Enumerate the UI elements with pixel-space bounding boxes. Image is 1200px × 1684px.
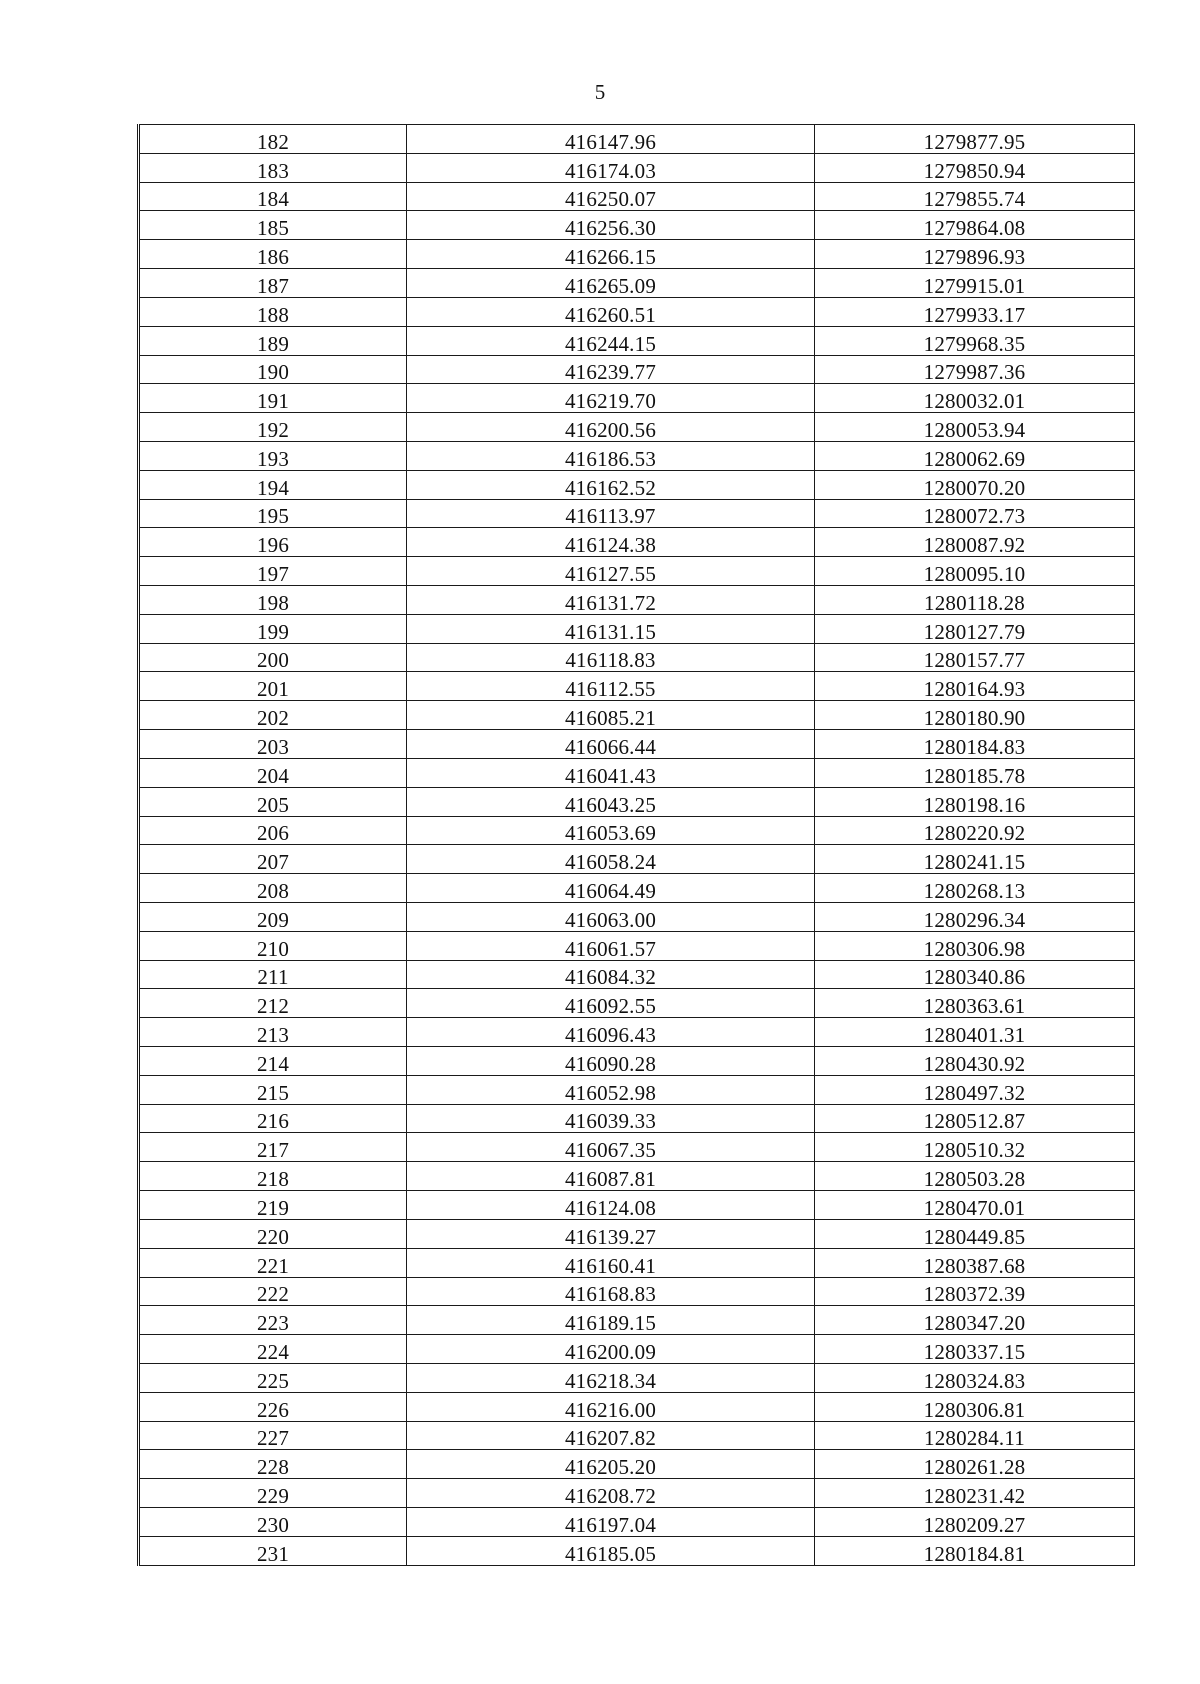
point-number-cell: 185 (139, 211, 407, 240)
x-coordinate-cell: 416064.49 (407, 874, 815, 903)
y-coordinate-cell: 1279933.17 (815, 297, 1135, 326)
x-coordinate-cell: 416118.83 (407, 643, 815, 672)
table-row (139, 297, 1135, 326)
point-number-cell: 190 (139, 355, 407, 384)
point-number-cell: 209 (139, 902, 407, 931)
y-coordinate-cell: 1280372.39 (815, 1277, 1135, 1306)
y-coordinate-cell: 1279896.93 (815, 240, 1135, 269)
point-number-cell: 201 (139, 672, 407, 701)
x-coordinate-cell: 416189.15 (407, 1306, 815, 1335)
table-row (139, 182, 1135, 211)
x-coordinate-cell: 416112.55 (407, 672, 815, 701)
table-row (139, 1133, 1135, 1162)
x-coordinate-cell: 416185.05 (407, 1536, 815, 1565)
y-coordinate-cell: 1280231.42 (815, 1479, 1135, 1508)
table-row (139, 211, 1135, 240)
point-number-cell: 187 (139, 269, 407, 298)
x-coordinate-cell: 416207.82 (407, 1421, 815, 1450)
y-coordinate-cell: 1280220.92 (815, 816, 1135, 845)
y-coordinate-cell: 1280430.92 (815, 1047, 1135, 1076)
table-row (139, 758, 1135, 787)
point-number-cell: 221 (139, 1248, 407, 1277)
y-coordinate-cell: 1280340.86 (815, 960, 1135, 989)
x-coordinate-cell: 416186.53 (407, 441, 815, 470)
x-coordinate-cell: 416131.72 (407, 586, 815, 615)
x-coordinate-cell: 416084.32 (407, 960, 815, 989)
y-coordinate-cell: 1280306.98 (815, 931, 1135, 960)
x-coordinate-cell: 416265.09 (407, 269, 815, 298)
table-row (139, 1479, 1135, 1508)
table-row (139, 1248, 1135, 1277)
point-number-cell: 229 (139, 1479, 407, 1508)
x-coordinate-cell: 416205.20 (407, 1450, 815, 1479)
y-coordinate-cell: 1280072.73 (815, 499, 1135, 528)
table-row (139, 787, 1135, 816)
table-row (139, 902, 1135, 931)
y-coordinate-cell: 1280497.32 (815, 1075, 1135, 1104)
point-number-cell: 215 (139, 1075, 407, 1104)
x-coordinate-cell: 416124.38 (407, 528, 815, 557)
point-number-cell: 194 (139, 470, 407, 499)
y-coordinate-cell: 1279855.74 (815, 182, 1135, 211)
y-coordinate-cell: 1280198.16 (815, 787, 1135, 816)
y-coordinate-cell: 1279864.08 (815, 211, 1135, 240)
table-row (139, 1392, 1135, 1421)
table-row (139, 1104, 1135, 1133)
table-row (139, 153, 1135, 182)
point-number-cell: 202 (139, 701, 407, 730)
point-number-cell: 183 (139, 153, 407, 182)
y-coordinate-cell: 1280268.13 (815, 874, 1135, 903)
table-row (139, 586, 1135, 615)
y-coordinate-cell: 1280127.79 (815, 614, 1135, 643)
x-coordinate-cell: 416124.08 (407, 1191, 815, 1220)
table-row (139, 1162, 1135, 1191)
x-coordinate-cell: 416053.69 (407, 816, 815, 845)
table-row (139, 614, 1135, 643)
point-number-cell: 196 (139, 528, 407, 557)
y-coordinate-cell: 1279968.35 (815, 326, 1135, 355)
y-coordinate-cell: 1279987.36 (815, 355, 1135, 384)
point-number-cell: 192 (139, 413, 407, 442)
y-coordinate-cell: 1280157.77 (815, 643, 1135, 672)
point-number-cell: 191 (139, 384, 407, 413)
y-coordinate-cell: 1280032.01 (815, 384, 1135, 413)
point-number-cell: 228 (139, 1450, 407, 1479)
table-row (139, 413, 1135, 442)
table-row (139, 557, 1135, 586)
table-row (139, 845, 1135, 874)
y-coordinate-cell: 1280363.61 (815, 989, 1135, 1018)
x-coordinate-cell: 416131.15 (407, 614, 815, 643)
y-coordinate-cell: 1280185.78 (815, 758, 1135, 787)
y-coordinate-cell: 1280510.32 (815, 1133, 1135, 1162)
table-row (139, 1018, 1135, 1047)
table-row (139, 528, 1135, 557)
table-row (139, 931, 1135, 960)
y-coordinate-cell: 1279877.95 (815, 125, 1135, 154)
point-number-cell: 182 (139, 125, 407, 154)
point-number-cell: 198 (139, 586, 407, 615)
point-number-cell: 224 (139, 1335, 407, 1364)
point-number-cell: 206 (139, 816, 407, 845)
x-coordinate-cell: 416256.30 (407, 211, 815, 240)
point-number-cell: 205 (139, 787, 407, 816)
y-coordinate-cell: 1280306.81 (815, 1392, 1135, 1421)
y-coordinate-cell: 1280070.20 (815, 470, 1135, 499)
y-coordinate-cell: 1280387.68 (815, 1248, 1135, 1277)
y-coordinate-cell: 1280261.28 (815, 1450, 1135, 1479)
point-number-cell: 184 (139, 182, 407, 211)
table-row (139, 874, 1135, 903)
x-coordinate-cell: 416147.96 (407, 125, 815, 154)
point-number-cell: 214 (139, 1047, 407, 1076)
y-coordinate-cell: 1279850.94 (815, 153, 1135, 182)
x-coordinate-cell: 416058.24 (407, 845, 815, 874)
y-coordinate-cell: 1280062.69 (815, 441, 1135, 470)
x-coordinate-cell: 416168.83 (407, 1277, 815, 1306)
y-coordinate-cell: 1280095.10 (815, 557, 1135, 586)
table-row (139, 269, 1135, 298)
table-row (139, 1363, 1135, 1392)
x-coordinate-cell: 416127.55 (407, 557, 815, 586)
y-coordinate-cell: 1280164.93 (815, 672, 1135, 701)
point-number-cell: 220 (139, 1219, 407, 1248)
point-number-cell: 212 (139, 989, 407, 1018)
y-coordinate-cell: 1280503.28 (815, 1162, 1135, 1191)
table-row (139, 1047, 1135, 1076)
x-coordinate-cell: 416085.21 (407, 701, 815, 730)
table-row (139, 1536, 1135, 1565)
y-coordinate-cell: 1280184.83 (815, 730, 1135, 759)
y-coordinate-cell: 1280324.83 (815, 1363, 1135, 1392)
point-number-cell: 189 (139, 326, 407, 355)
point-number-cell: 231 (139, 1536, 407, 1565)
x-coordinate-cell: 416087.81 (407, 1162, 815, 1191)
x-coordinate-cell: 416113.97 (407, 499, 815, 528)
table-row (139, 1191, 1135, 1220)
x-coordinate-cell: 416174.03 (407, 153, 815, 182)
x-coordinate-cell: 416067.35 (407, 1133, 815, 1162)
point-number-cell: 222 (139, 1277, 407, 1306)
x-coordinate-cell: 416041.43 (407, 758, 815, 787)
point-number-cell: 208 (139, 874, 407, 903)
table-row (139, 701, 1135, 730)
y-coordinate-cell: 1280347.20 (815, 1306, 1135, 1335)
table-row (139, 441, 1135, 470)
point-number-cell: 218 (139, 1162, 407, 1191)
y-coordinate-cell: 1280337.15 (815, 1335, 1135, 1364)
point-number-cell: 207 (139, 845, 407, 874)
table-row (139, 125, 1135, 154)
table-row (139, 1450, 1135, 1479)
x-coordinate-cell: 416200.09 (407, 1335, 815, 1364)
point-number-cell: 211 (139, 960, 407, 989)
point-number-cell: 219 (139, 1191, 407, 1220)
table-row (139, 326, 1135, 355)
table-row (139, 816, 1135, 845)
x-coordinate-cell: 416043.25 (407, 787, 815, 816)
y-coordinate-cell: 1280118.28 (815, 586, 1135, 615)
y-coordinate-cell: 1280512.87 (815, 1104, 1135, 1133)
table-row (139, 989, 1135, 1018)
x-coordinate-cell: 416216.00 (407, 1392, 815, 1421)
table-row (139, 470, 1135, 499)
coordinates-table-body (139, 125, 1135, 1566)
point-number-cell: 186 (139, 240, 407, 269)
y-coordinate-cell: 1280209.27 (815, 1508, 1135, 1537)
x-coordinate-cell: 416208.72 (407, 1479, 815, 1508)
table-row (139, 960, 1135, 989)
x-coordinate-cell: 416219.70 (407, 384, 815, 413)
x-coordinate-cell: 416162.52 (407, 470, 815, 499)
table-row (139, 1219, 1135, 1248)
x-coordinate-cell: 416039.33 (407, 1104, 815, 1133)
point-number-cell: 216 (139, 1104, 407, 1133)
point-number-cell: 210 (139, 931, 407, 960)
table-row (139, 1421, 1135, 1450)
table-row (139, 672, 1135, 701)
point-number-cell: 199 (139, 614, 407, 643)
y-coordinate-cell: 1280053.94 (815, 413, 1135, 442)
y-coordinate-cell: 1280284.11 (815, 1421, 1135, 1450)
point-number-cell: 227 (139, 1421, 407, 1450)
table-row (139, 1306, 1135, 1335)
y-coordinate-cell: 1280449.85 (815, 1219, 1135, 1248)
x-coordinate-cell: 416139.27 (407, 1219, 815, 1248)
y-coordinate-cell: 1280401.31 (815, 1018, 1135, 1047)
table-row (139, 384, 1135, 413)
point-number-cell: 204 (139, 758, 407, 787)
y-coordinate-cell: 1280184.81 (815, 1536, 1135, 1565)
x-coordinate-cell: 416239.77 (407, 355, 815, 384)
point-number-cell: 203 (139, 730, 407, 759)
table-row (139, 240, 1135, 269)
point-number-cell: 213 (139, 1018, 407, 1047)
y-coordinate-cell: 1279915.01 (815, 269, 1135, 298)
x-coordinate-cell: 416092.55 (407, 989, 815, 1018)
x-coordinate-cell: 416090.28 (407, 1047, 815, 1076)
y-coordinate-cell: 1280087.92 (815, 528, 1135, 557)
table-row (139, 355, 1135, 384)
x-coordinate-cell: 416200.56 (407, 413, 815, 442)
point-number-cell: 217 (139, 1133, 407, 1162)
point-number-cell: 223 (139, 1306, 407, 1335)
x-coordinate-cell: 416063.00 (407, 902, 815, 931)
x-coordinate-cell: 416052.98 (407, 1075, 815, 1104)
x-coordinate-cell: 416061.57 (407, 931, 815, 960)
y-coordinate-cell: 1280241.15 (815, 845, 1135, 874)
x-coordinate-cell: 416096.43 (407, 1018, 815, 1047)
point-number-cell: 195 (139, 499, 407, 528)
x-coordinate-cell: 416244.15 (407, 326, 815, 355)
point-number-cell: 200 (139, 643, 407, 672)
table-row (139, 1075, 1135, 1104)
x-coordinate-cell: 416266.15 (407, 240, 815, 269)
point-number-cell: 197 (139, 557, 407, 586)
point-number-cell: 193 (139, 441, 407, 470)
point-number-cell: 225 (139, 1363, 407, 1392)
table-row (139, 730, 1135, 759)
table-row (139, 643, 1135, 672)
table-row (139, 1335, 1135, 1364)
x-coordinate-cell: 416197.04 (407, 1508, 815, 1537)
table-row (139, 499, 1135, 528)
y-coordinate-cell: 1280296.34 (815, 902, 1135, 931)
x-coordinate-cell: 416160.41 (407, 1248, 815, 1277)
y-coordinate-cell: 1280470.01 (815, 1191, 1135, 1220)
x-coordinate-cell: 416250.07 (407, 182, 815, 211)
y-coordinate-cell: 1280180.90 (815, 701, 1135, 730)
x-coordinate-cell: 416260.51 (407, 297, 815, 326)
table-row (139, 1277, 1135, 1306)
page-number: 5 (594, 80, 606, 104)
x-coordinate-cell: 416066.44 (407, 730, 815, 759)
point-number-cell: 188 (139, 297, 407, 326)
point-number-cell: 226 (139, 1392, 407, 1421)
coordinates-table (137, 124, 1135, 1566)
table-row (139, 1508, 1135, 1537)
point-number-cell: 230 (139, 1508, 407, 1537)
x-coordinate-cell: 416218.34 (407, 1363, 815, 1392)
